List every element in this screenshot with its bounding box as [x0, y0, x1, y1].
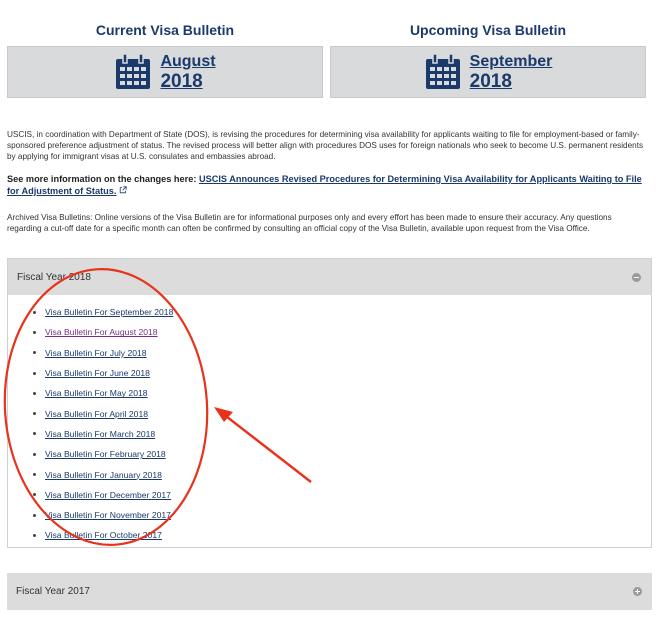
current-bulletin-year: 2018	[160, 71, 203, 92]
calendar-icon	[424, 53, 462, 91]
fiscal-year-2017-header[interactable]	[7, 573, 652, 610]
list-item	[33, 363, 651, 383]
bulletin-link-may-2018[interactable]: Visa Bulletin For May 2018	[45, 388, 148, 399]
calendar-icon	[114, 53, 152, 91]
bullet-icon	[33, 392, 36, 395]
bulletin-link-july-2018[interactable]: Visa Bulletin For July 2018	[45, 347, 147, 358]
bullet-icon	[33, 534, 36, 537]
fiscal-year-2018-body	[8, 295, 651, 546]
list-item	[33, 464, 651, 484]
bullet-icon	[33, 311, 36, 314]
fiscal-year-2018-title: Fiscal Year 2018	[17, 271, 91, 283]
upcoming-bulletin-year: 2018	[469, 71, 512, 92]
bullet-icon	[33, 473, 36, 476]
bulletin-link-february-2018[interactable]: Visa Bulletin For February 2018	[45, 449, 166, 460]
upcoming-bulletin-box[interactable]	[330, 46, 646, 98]
list-item	[33, 485, 651, 505]
more-info-prefix: See more information on the changes here:	[7, 174, 199, 184]
list-item	[33, 383, 651, 403]
revised-procedures-link[interactable]: USCIS Announces Revised Procedures for Determining Visa Availability for Applicants Waiting to File for Adjustment of Status.	[7, 174, 642, 196]
current-bulletin-link[interactable]	[160, 52, 215, 92]
list-item	[33, 444, 651, 464]
upcoming-visa-bulletin-section	[330, 0, 646, 98]
list-item	[33, 424, 651, 444]
bullet-icon	[33, 351, 36, 354]
current-visa-bulletin-section	[7, 0, 323, 98]
bulletin-link-june-2018[interactable]: Visa Bulletin For June 2018	[45, 368, 150, 379]
bullet-icon	[33, 432, 36, 435]
current-bulletin-box[interactable]	[7, 46, 323, 98]
more-info-paragraph	[7, 173, 647, 197]
bulletin-link-march-2018[interactable]: Visa Bulletin For March 2018	[45, 428, 156, 439]
fiscal-year-2017-accordion	[7, 573, 652, 610]
bullet-icon	[33, 331, 36, 334]
bulletin-link-january-2018[interactable]: Visa Bulletin For January 2018	[45, 469, 162, 480]
list-item	[33, 403, 651, 423]
fiscal-year-2018-header[interactable]	[8, 259, 651, 295]
archived-note-paragraph: Archived Visa Bulletins: Online versions of the Visa Bulletin are for informational purposes only and every effort has been made to ensure their accuracy. Any questions regarding a cut-off date for a specific month can often be confirmed by consulting an official copy of the Visa Bulletin, available upon request from the Visa Office.	[7, 213, 612, 233]
fiscal-year-2018-accordion	[7, 258, 652, 548]
current-bulletin-month: August	[160, 53, 216, 70]
list-item	[33, 525, 651, 545]
current-bulletin-heading: Current Visa Bulletin	[95, 22, 235, 38]
bulletin-link-august-2018[interactable]: Visa Bulletin For August 2018	[45, 327, 158, 338]
bullet-icon	[33, 493, 36, 496]
bullet-icon	[33, 412, 36, 415]
upcoming-bulletin-month: September	[469, 53, 553, 70]
fiscal-year-2017-title: Fiscal Year 2017	[16, 586, 90, 597]
bulletin-link-april-2018[interactable]: Visa Bulletin For April 2018	[45, 408, 149, 419]
list-item	[33, 505, 651, 525]
list-item	[33, 302, 651, 322]
expand-icon[interactable]	[633, 587, 642, 596]
bulletin-link-november-2017[interactable]: Visa Bulletin For November 2017	[45, 510, 171, 521]
list-item	[33, 322, 651, 342]
list-item	[33, 343, 651, 363]
bullet-icon	[33, 372, 36, 375]
bulletin-link-september-2018[interactable]: Visa Bulletin For September 2018	[45, 307, 174, 318]
upcoming-bulletin-link[interactable]	[470, 52, 553, 92]
bulletin-link-october-2017[interactable]: Visa Bulletin For October 2017	[45, 530, 162, 541]
intro-paragraph: USCIS, in coordination with Department of State (DOS), is revising the procedures for determining visa availability for applicants waiting to file for employment-based or family-sponsored preference adjustment of status. The revised process will better align with procedures DOS uses for foreign nationals who seek to become U.S. permanent residents by applying for immigrant visas at U.S. consulates and embassies abroad.	[7, 130, 644, 161]
collapse-icon[interactable]	[632, 273, 641, 282]
bullet-icon	[33, 453, 36, 456]
bullet-icon	[33, 514, 36, 517]
bulletin-link-december-2017[interactable]: Visa Bulletin For December 2017	[45, 489, 171, 500]
upcoming-bulletin-heading: Upcoming Visa Bulletin	[409, 22, 567, 38]
external-link-icon	[119, 186, 127, 194]
bulletin-list-2018	[8, 302, 651, 546]
